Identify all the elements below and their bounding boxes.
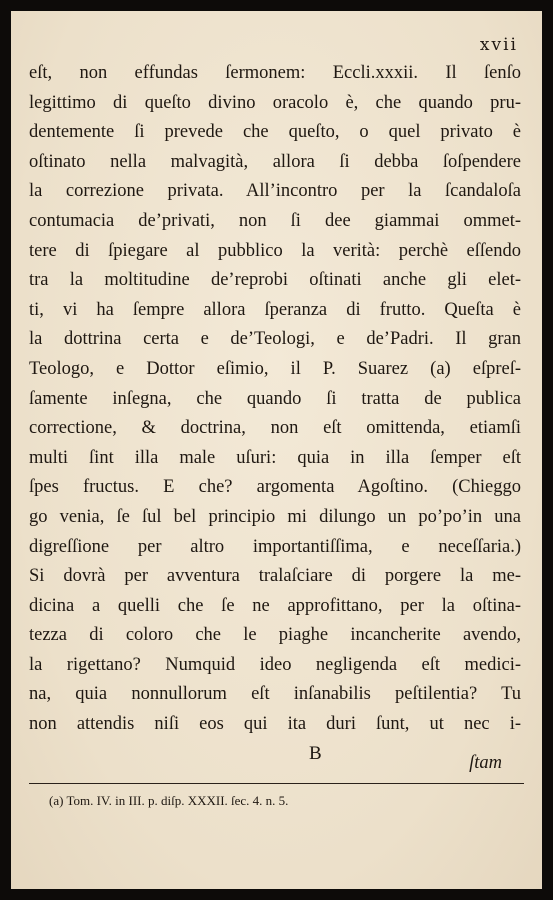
text-segment: contumacia de’privati, non ſi dee giammai ommet- (29, 210, 521, 231)
text-line (29, 296, 521, 326)
body-text (29, 59, 521, 740)
text-line (29, 59, 521, 89)
text-segment: ſpes fructus. (29, 477, 139, 498)
text-line (29, 89, 521, 119)
text-segment: oſtinato nella malvagità, allora ſi debba ſoſpendere (29, 151, 521, 172)
text-segment: Teologo, e Dottor eſimio, il P. Suarez ( (29, 358, 437, 379)
text-segment: dentemente ſi prevede che queſto, o quel privato è (29, 122, 521, 143)
text-line (29, 266, 521, 296)
text-segment: eſt, non effundas ſermonem (29, 63, 301, 83)
book-page (11, 11, 542, 889)
text-segment: multi ſint illa male uſuri: quia in illa ſemper eſt (29, 447, 521, 468)
text-segment: Numquid ideo negligenda eſt medici- (165, 654, 521, 675)
text-segment: dicina a quelli che ſe ne approfittano, per la oſtina- (29, 595, 521, 616)
text-line (29, 710, 521, 740)
text-segment: E che? argomenta Agoſtino. (Chieggo (138, 477, 521, 498)
text-segment: legittimo di queſto divino oracolo è, che quando pru- (29, 92, 521, 113)
catchword: ſtam (469, 753, 502, 773)
text-segment: la dottrina certa e de’Teologi, e de’Padri. Il gran (29, 329, 521, 350)
text-segment: de publica (424, 388, 521, 409)
text-segment: tra la moltitudine de’reprobi oſtinati anche gli elet- (29, 270, 521, 291)
text-segment: correctione, & doctrina, non eſt omittenda, etiamſi (29, 418, 521, 439)
text-segment: na, quia nonnullorum eſt inſanabilis peſtilentia? Tu (29, 684, 521, 705)
page-number: xvii (479, 35, 518, 55)
text-segment: ti, vi ha ſempre allora ſperanza di frutto. Queſta è (29, 299, 521, 320)
text-line (29, 237, 521, 267)
text-segment: Si dovrà per avventura tralaſciare di porgere la me- (29, 566, 521, 587)
text-line (29, 414, 521, 444)
text-segment: digreſſione per altro importantiſſima, e neceſſaria.) (29, 536, 521, 557)
signature-mark: B (309, 743, 322, 764)
text-line (29, 355, 521, 385)
text-line (29, 444, 521, 474)
text-segment: la correzione privata. All’incontro per la ſcandaloſa (29, 181, 521, 202)
text-line (29, 118, 521, 148)
text-line (29, 207, 521, 237)
text-segment: go venia, ſe ſul bel principio mi dilungo un po’po’in una (29, 506, 521, 527)
text-segment: ſamente inſegna, che quando ſi tratta (29, 388, 425, 409)
text-segment: : Eccli.xxxii. Il ſenſo (300, 63, 521, 83)
text-line (29, 651, 521, 681)
text-segment: tere di ſpiegare al pubblico la verità: perchè eſſendo (29, 240, 521, 261)
footnote-rule (29, 783, 524, 784)
text-segment: la rigettano? (29, 654, 166, 675)
text-line (29, 562, 521, 592)
text-segment: a (436, 358, 445, 379)
text-segment: non attendis niſi eos qui ita duri ſunt, ut nec i- (29, 714, 521, 735)
text-line (29, 621, 521, 651)
text-line (29, 148, 521, 178)
text-segment: ) eſpreſ- (444, 358, 521, 379)
text-line (29, 385, 521, 415)
text-segment: tezza di coloro che le piaghe incancherite avendo, (29, 625, 521, 646)
text-line (29, 592, 521, 622)
text-line (29, 533, 521, 563)
text-line (29, 503, 521, 533)
footnote: (a) Tom. IV. in III. p. diſp. XXXII. ſec. 4. n. 5. (49, 793, 289, 808)
text-line (29, 177, 521, 207)
text-line (29, 680, 521, 710)
text-line (29, 325, 521, 355)
text-line (29, 473, 521, 503)
